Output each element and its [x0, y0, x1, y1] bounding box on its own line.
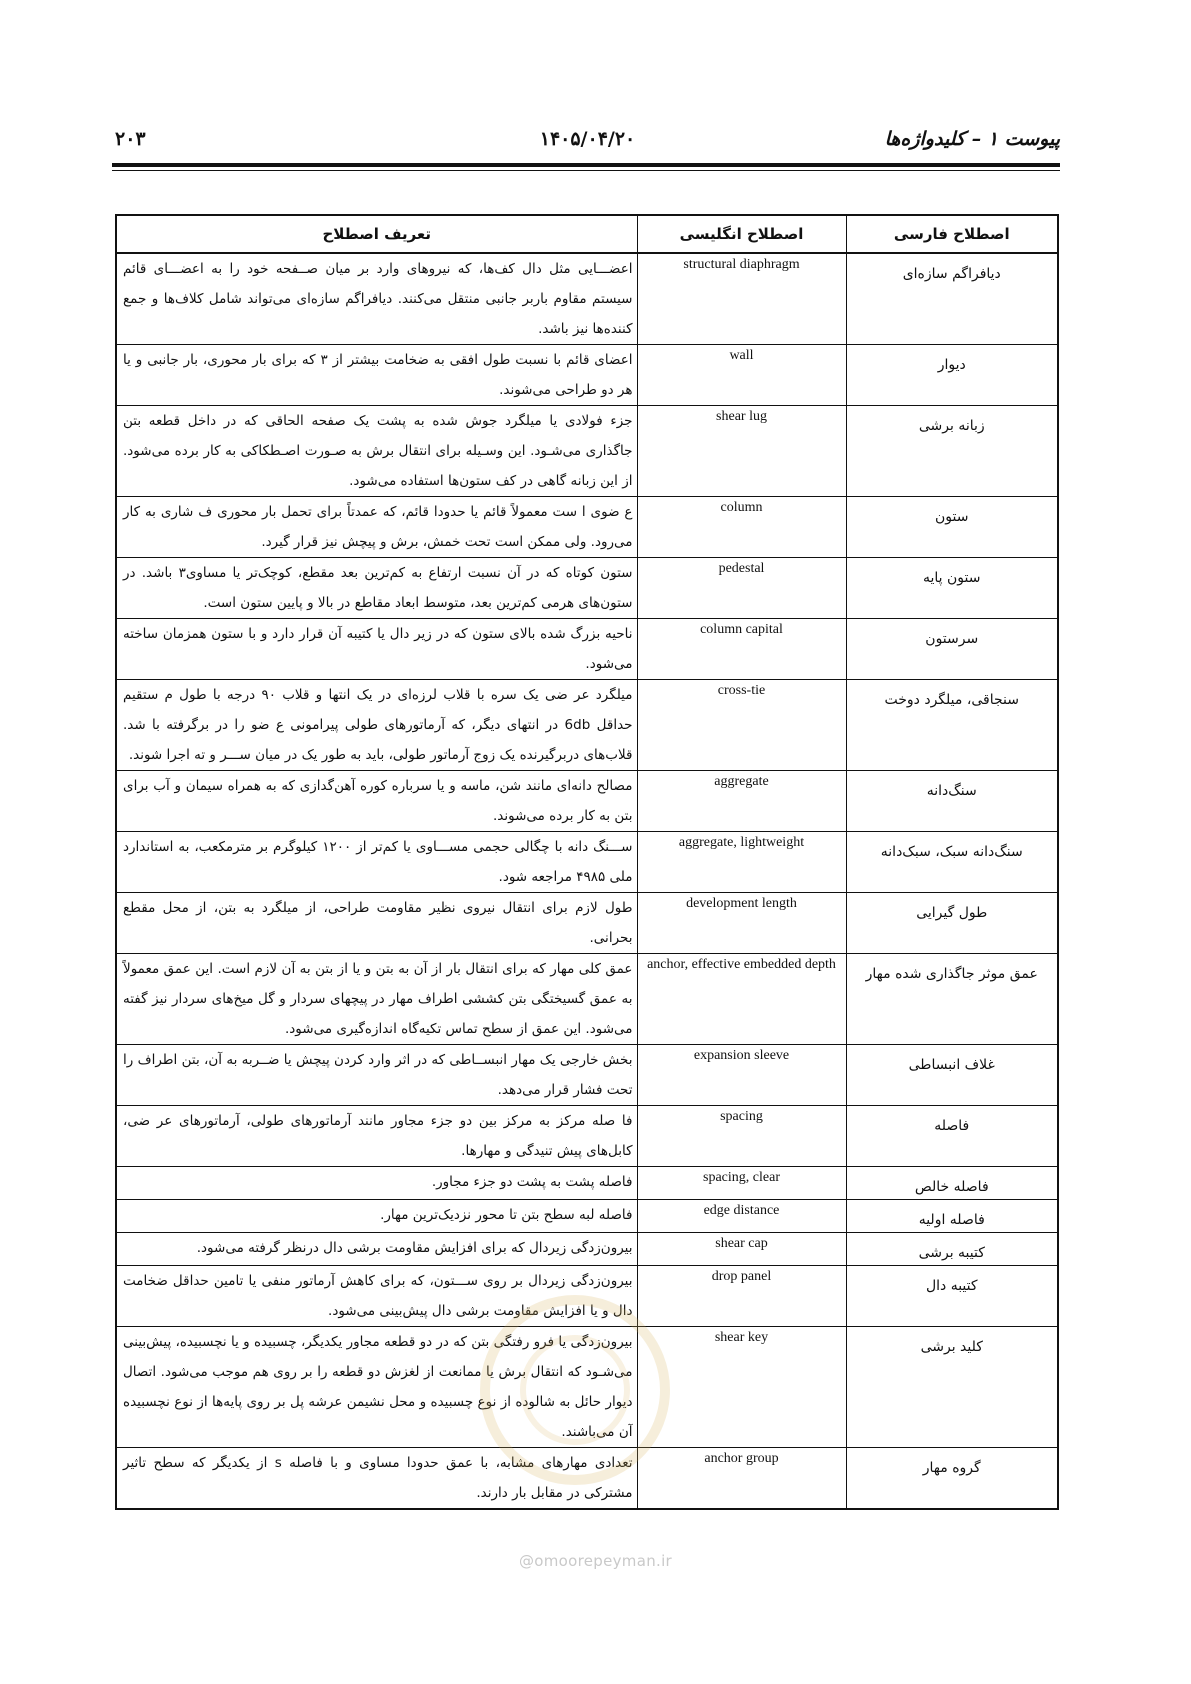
term-definition: بیرون‌زدگی زیردال که برای افزایش مقاومت برشی دال درنظر گرفته می‌شود.: [116, 1233, 637, 1266]
term-english: edge distance: [637, 1200, 846, 1233]
table-row: [116, 1106, 1058, 1167]
term-persian: سنگ‌دانه سبک، سبک‌دانه: [846, 832, 1058, 893]
table-row: [116, 771, 1058, 832]
header-rule-thick: [112, 163, 1060, 167]
term-persian: گروه مهار: [846, 1448, 1058, 1510]
term-english: wall: [637, 345, 846, 406]
term-definition: اعضای قائم با نسبت طول افقی به ضخامت بیشتر از ۳ که برای بار محوری، بار جانبی و یا هر دو طراحی می‌شوند.: [116, 345, 637, 406]
term-english: column: [637, 497, 846, 558]
term-english: spacing: [637, 1106, 846, 1167]
term-persian: کلید برشی: [846, 1327, 1058, 1448]
watermark-site: @omoorepeyman.ir: [518, 1552, 673, 1570]
table-row: [116, 1200, 1058, 1233]
term-english: structural diaphragm: [637, 253, 846, 345]
table-row: [116, 1167, 1058, 1200]
term-english: aggregate, lightweight: [637, 832, 846, 893]
page-number: ۲۰۳: [115, 128, 146, 150]
term-english: shear cap: [637, 1233, 846, 1266]
table-row: [116, 1233, 1058, 1266]
page-header: [115, 128, 1060, 158]
column-header-english: اصطلاح انگلیسی: [637, 215, 846, 253]
column-header-persian: اصطلاح فارسی: [846, 215, 1058, 253]
table-row: [116, 1266, 1058, 1327]
term-english: anchor group: [637, 1448, 846, 1510]
term-definition: ستون کوتاه که در آن نسبت ارتفاع به کم‌ترین بعد مقطع، کوچک‌تر یا مساوی۳ باشد. در ستون‌های هرمی کم‌ترین بعد، متوسط ابعاد مقاطع در بالا و پایین ستون است.: [116, 558, 637, 619]
term-persian: طول گیرایی: [846, 893, 1058, 954]
term-persian: فاصله: [846, 1106, 1058, 1167]
table-row: [116, 1448, 1058, 1510]
header-date: ۱۴۰۵/۰۴/۲۰: [539, 128, 636, 150]
term-english: spacing, clear: [637, 1167, 846, 1200]
term-definition: فاصله پشت به پشت دو جزء مجاور.: [116, 1167, 637, 1200]
term-definition: طول لازم برای انتقال نیروی نظیر مقاومت طراحی، از میلگرد به بتن، از محل مقطع بحرانی.: [116, 893, 637, 954]
table-row: [116, 954, 1058, 1045]
term-definition: فاصله لبه سطح بتن تا محور نزدیک‌ترین مهار.: [116, 1200, 637, 1233]
term-english: cross-tie: [637, 680, 846, 771]
term-persian: کتیبه برشی: [846, 1233, 1058, 1266]
table-row: [116, 1327, 1058, 1448]
glossary-table-container: [115, 214, 1057, 1510]
term-persian: دیافراگم سازه‌ای: [846, 253, 1058, 345]
term-english: development length: [637, 893, 846, 954]
term-english: shear key: [637, 1327, 846, 1448]
term-persian: سرستون: [846, 619, 1058, 680]
table-row: [116, 406, 1058, 497]
column-header-definition: تعریف اصطلاح: [116, 215, 637, 253]
term-definition: اعضـــایی مثل دال کف‌ها، که نیروهای وارد بر میان صــفحه خود را به اعضـــای قائم سیستم مقاوم باربر جانبی منتقل می‌کنند. دیافراگم سازه‌ای می‌تواند شامل کلاف‌ها و جمع کننده‌ها نیز باشد.: [116, 253, 637, 345]
term-persian: دیوار: [846, 345, 1058, 406]
term-definition: بخش خارجی یک مهار انبســاطی که در اثر وارد کردن پیچش یا ضــربه به آن، بتن اطراف را تحت فشار قرار می‌دهد.: [116, 1045, 637, 1106]
term-definition: بیرون‌زدگی زیردال بر روی ســـتون، که برای کاهش آرماتور منفی یا تامین حداقل ضخامت دال و یا افزایش مقاومت برشی دال پیش‌بینی می‌شود.: [116, 1266, 637, 1327]
term-english: pedestal: [637, 558, 846, 619]
table-row: [116, 680, 1058, 771]
term-english: aggregate: [637, 771, 846, 832]
table-row: [116, 893, 1058, 954]
term-english: expansion sleeve: [637, 1045, 846, 1106]
term-definition: میلگرد عر ضی یک سره با قلاب لرزه‌ای در یک انتها و قلاب ۹۰ درجه با طول م ستقیم حداقل 6db در انتهای دیگر، که آرماتورهای طولی پیرامونی ع ضو را در برگرفته با شد. قلاب‌های دربرگیرنده یک زوج آرماتور طولی، باید به طور یک در میان ســـر و ته اجرا شوند.: [116, 680, 637, 771]
term-persian: سنگ‌دانه: [846, 771, 1058, 832]
table-row: [116, 1045, 1058, 1106]
term-definition: مصالح دانه‌ای مانند شن، ماسه و یا سرباره کوره آهن‌گدازی که به همراه سیمان و آب برای بتن به کار برده می‌شوند.: [116, 771, 637, 832]
term-persian: فاصله خالص: [846, 1167, 1058, 1200]
term-definition: بیرون‌زدگی یا فرو رفتگی بتن که در دو قطعه مجاور یکدیگر، چسبیده و یا نچسبیده، پیش‌بینی می‌شـود که انتقال برش یا ممانعت از لغزش دو قطعه را بر روی هم موجب می‌شود. اتصال دیوار حائل به شالوده از نوع چسبیده و محل نشیمن عرشه پل بر روی پایه‌ها از نوع نچسبیده آن می‌باشند.: [116, 1327, 637, 1448]
term-persian: غلاف انبساطی: [846, 1045, 1058, 1106]
running-title: پیوست ۱ – کلیدواژه‌ها: [884, 128, 1060, 150]
table-header-row: [116, 215, 1058, 253]
term-persian: زبانه برشی: [846, 406, 1058, 497]
term-persian: فاصله اولیه: [846, 1200, 1058, 1233]
term-english: anchor, effective embedded depth: [637, 954, 846, 1045]
term-persian: کتیبه دال: [846, 1266, 1058, 1327]
term-definition: ناحیه بزرگ شده بالای ستون که در زیر دال یا کتیبه آن قرار دارد و با ستون همزمان ساخته می‌شود.: [116, 619, 637, 680]
term-definition: ع ضوی ا ست معمولاً قائم یا حدودا قائم، که عمدتاً برای تحمل بار محوری ف شاری به کار می‌رود. ولی ممکن است تحت خمش، برش و پیچش نیز قرار گیرد.: [116, 497, 637, 558]
term-persian: عمق موثر جاگذاری شده مهار: [846, 954, 1058, 1045]
term-definition: فا صله مرکز به مرکز بین دو جزء مجاور مانند آرماتورهای طولی، آرماتورهای عر ضی، کابل‌های پیش تنیدگی و مهارها.: [116, 1106, 637, 1167]
header-rule-thin: [112, 170, 1060, 171]
term-definition: ســـنگ دانه با چگالی حجمی مســـاوی یا کم‌تر از ۱۲۰۰ کیلوگرم بر مترمکعب، به استاندارد ملی ۴۹۸۵ مراجعه شود.: [116, 832, 637, 893]
term-definition: عمق کلی مهار که برای انتقال بار از آن به بتن و یا از بتن به آن لازم است. این عمق معمولاً به عمق گسیختگی بتن کششی اطراف مهار در پیچهای سردار و گل میخ‌های سردار نیز گفته می‌شود. این عمق از سطح تماس تکیه‌گاه اندازه‌گیری می‌شود.: [116, 954, 637, 1045]
term-english: shear lug: [637, 406, 846, 497]
table-row: [116, 832, 1058, 893]
table-row: [116, 619, 1058, 680]
term-definition: تعدادی مهارهای مشابه، با عمق حدودا مساوی و با فاصله s از یکدیگر که سطح تاثیر مشترکی در مقابل بار دارند.: [116, 1448, 637, 1510]
term-persian: سنجاقی، میلگرد دوخت: [846, 680, 1058, 771]
term-persian: ستون پایه: [846, 558, 1058, 619]
table-body: [116, 253, 1058, 1509]
table-row: [116, 497, 1058, 558]
glossary-table: [115, 214, 1059, 1510]
term-english: drop panel: [637, 1266, 846, 1327]
term-persian: ستون: [846, 497, 1058, 558]
table-row: [116, 558, 1058, 619]
term-definition: جزء فولادی یا میلگرد جوش شده به پشت یک صفحه الحاقی که در داخل قطعه بتن جاگذاری می‌شـود. این وسـیله برای انتقال برش به صـورت اصـطکاکی به کار برده می‌شود. از این زبانه گاهی در کف ستون‌ها استفاده می‌شود.: [116, 406, 637, 497]
term-english: column capital: [637, 619, 846, 680]
table-row: [116, 345, 1058, 406]
table-row: [116, 253, 1058, 345]
